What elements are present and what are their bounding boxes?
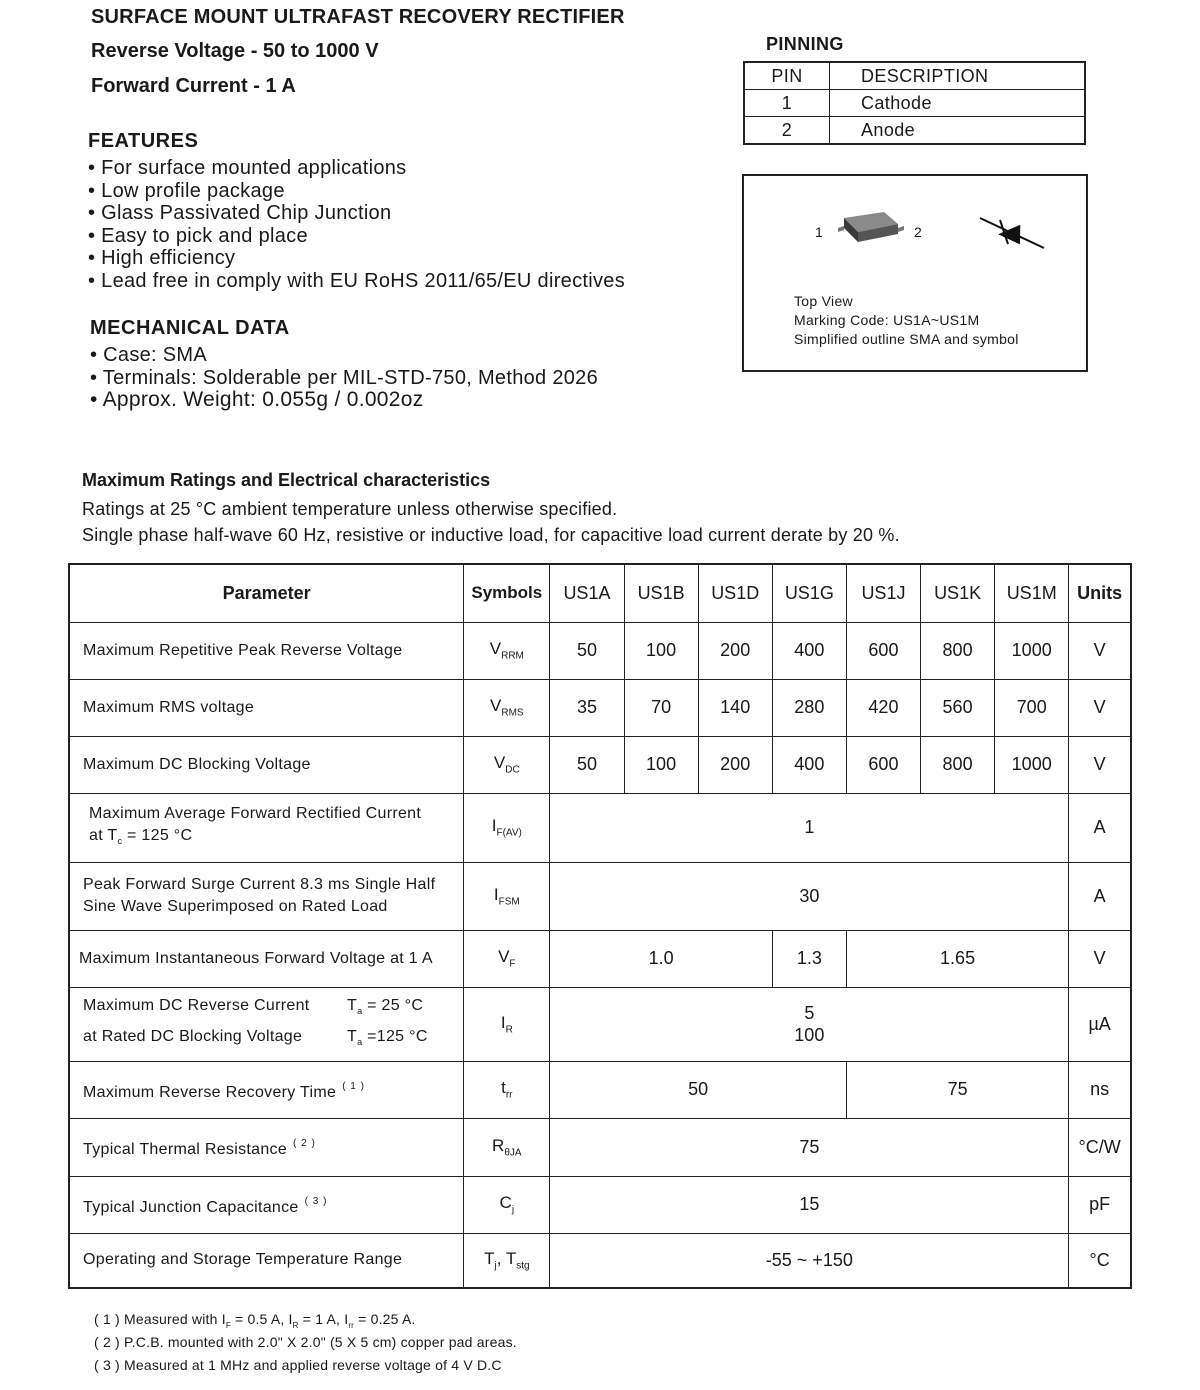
table-row bbox=[744, 90, 1085, 117]
param-name: Operating and Storage Temperature Range bbox=[69, 1233, 464, 1288]
model-header: US1J bbox=[846, 564, 920, 622]
package-pin2-label: 2 bbox=[914, 224, 922, 240]
cell-value: 140 bbox=[698, 679, 772, 736]
param-name: Maximum Reverse Recovery Time $^{( 1 )}$ bbox=[69, 1061, 464, 1118]
param-symbol: $R_{\theta JA}$ bbox=[464, 1118, 550, 1176]
table-row bbox=[69, 679, 1131, 736]
list-item: • Low profile package bbox=[88, 179, 285, 202]
param-name: Maximum Average Forward Rectified Current at $T_c = 125$ °C bbox=[69, 793, 464, 862]
table-row bbox=[69, 1061, 1131, 1118]
unit-value: °C bbox=[1069, 1233, 1131, 1288]
unit-value: V bbox=[1069, 679, 1131, 736]
sma-package-icon bbox=[836, 208, 906, 248]
list-item: • Easy to pick and place bbox=[88, 224, 308, 247]
cell-value: 560 bbox=[921, 679, 995, 736]
mechanical-heading: MECHANICAL DATA bbox=[90, 317, 290, 339]
pin-header: PIN bbox=[744, 62, 830, 90]
param-name: Maximum DC Reverse Current $T_a = 25$ °C at Rated DC Blocking Voltage $T_a =125$ °C bbox=[69, 987, 464, 1061]
ratings-note-1: Ratings at 25 °C ambient temperature unless otherwise specified. bbox=[82, 499, 618, 519]
cell-value: -55 ~ +150 bbox=[550, 1233, 1069, 1288]
unit-value: µA bbox=[1069, 987, 1131, 1061]
footnote-2: ( 2 ) P.C.B. mounted with 2.0" X 2.0" (5 X 5 cm) copper pad areas. bbox=[94, 1334, 517, 1350]
cell-value: 70 bbox=[624, 679, 698, 736]
pinning-heading: PINNING bbox=[766, 34, 844, 54]
list-item: • Approx. Weight: 0.055g / 0.002oz bbox=[90, 388, 424, 412]
cell-value: 1 bbox=[550, 793, 1069, 862]
pinning-table bbox=[743, 61, 1086, 145]
param-name: Typical Thermal Resistance $^{( 2 )}$ bbox=[69, 1118, 464, 1176]
cell-value: 100 bbox=[624, 736, 698, 793]
cell-value: 1.3 bbox=[772, 930, 846, 987]
cell-value: 700 bbox=[995, 679, 1069, 736]
cell-value: 75 bbox=[550, 1118, 1069, 1176]
pin-description: Cathode bbox=[830, 90, 1086, 117]
param-symbol: $V_{RMS}$ bbox=[464, 679, 550, 736]
list-item: • High efficiency bbox=[88, 247, 236, 270]
table-row bbox=[69, 987, 1131, 1061]
cell-value: 5 100 bbox=[550, 987, 1069, 1061]
unit-value: pF bbox=[1069, 1176, 1131, 1233]
cell-value: 15 bbox=[550, 1176, 1069, 1233]
cell-value: 30 bbox=[550, 862, 1069, 930]
table-row bbox=[69, 930, 1131, 987]
list-item: • Case: SMA bbox=[90, 344, 208, 366]
cell-value: 200 bbox=[698, 736, 772, 793]
cell-value: 600 bbox=[846, 736, 920, 793]
pin-number: 1 bbox=[744, 90, 830, 117]
param-name: Peak Forward Surge Current 8.3 ms Single Half Sine Wave Superimposed on Rated Load bbox=[69, 862, 464, 930]
unit-value: °C/W bbox=[1069, 1118, 1131, 1176]
forward-current-spec: Forward Current - 1 A bbox=[91, 75, 296, 97]
top-view-label: Top View bbox=[794, 293, 853, 309]
param-name: Maximum Repetitive Peak Reverse Voltage bbox=[69, 622, 464, 679]
symbols-header: Symbols bbox=[464, 564, 550, 622]
table-row bbox=[744, 62, 1085, 90]
unit-value: ns bbox=[1069, 1061, 1131, 1118]
features-heading: FEATURES bbox=[88, 130, 199, 152]
param-symbol: $I_{F(AV)}$ bbox=[464, 793, 550, 862]
cell-value: 200 bbox=[698, 622, 772, 679]
table-row bbox=[69, 1233, 1131, 1288]
pin-description: Anode bbox=[830, 117, 1086, 145]
table-row bbox=[69, 736, 1131, 793]
param-symbol: $T_j$, $T_{stg}$ bbox=[464, 1233, 550, 1288]
param-symbol: $I_R$ bbox=[464, 987, 550, 1061]
cell-value: 800 bbox=[921, 736, 995, 793]
param-symbol: $V_{DC}$ bbox=[464, 736, 550, 793]
cell-value: 400 bbox=[772, 622, 846, 679]
footnote-1: ( 1 ) Measured with $I_F = 0.5$ A, $I_R = 1$ A, $I_{rr} = 0.25$ A. bbox=[94, 1311, 416, 1330]
table-header-row bbox=[69, 564, 1131, 622]
table-row bbox=[69, 862, 1131, 930]
diode-symbol-icon bbox=[978, 214, 1048, 254]
cell-value: 800 bbox=[921, 622, 995, 679]
model-header: US1D bbox=[698, 564, 772, 622]
cell-value: 1000 bbox=[995, 622, 1069, 679]
table-row bbox=[69, 1118, 1131, 1176]
list-item: • Terminals: Solderable per MIL-STD-750, Method 2026 bbox=[90, 366, 599, 389]
marking-code-label: Marking Code: US1A~US1M bbox=[794, 312, 980, 328]
list-item: • Glass Passivated Chip Junction bbox=[88, 202, 392, 225]
list-item: • For surface mounted applications bbox=[88, 157, 407, 179]
cell-value: 50 bbox=[550, 622, 624, 679]
ratings-table bbox=[68, 563, 1132, 1289]
model-header: US1B bbox=[624, 564, 698, 622]
package-caption bbox=[794, 292, 1019, 349]
cell-value: 400 bbox=[772, 736, 846, 793]
outline-description: Simplified outline SMA and symbol bbox=[794, 331, 1019, 347]
unit-value: V bbox=[1069, 736, 1131, 793]
mechanical-list bbox=[90, 344, 598, 412]
package-outline-box bbox=[742, 174, 1088, 372]
param-symbol: $V_F$ bbox=[464, 930, 550, 987]
model-header: US1G bbox=[772, 564, 846, 622]
param-symbol: $C_j$ bbox=[464, 1176, 550, 1233]
table-row bbox=[69, 793, 1131, 862]
cell-value: 600 bbox=[846, 622, 920, 679]
features-list bbox=[88, 157, 625, 293]
cell-value: 1.0 bbox=[550, 930, 772, 987]
cell-value: 420 bbox=[846, 679, 920, 736]
model-header: US1K bbox=[921, 564, 995, 622]
param-name: Maximum RMS voltage bbox=[69, 679, 464, 736]
cell-value: 1000 bbox=[995, 736, 1069, 793]
unit-value: A bbox=[1069, 793, 1131, 862]
reverse-voltage-spec: Reverse Voltage - 50 to 1000 V bbox=[91, 40, 379, 62]
param-name: Typical Junction Capacitance $^{( 3 )}$ bbox=[69, 1176, 464, 1233]
param-symbol: $t_{rr}$ bbox=[464, 1061, 550, 1118]
mechanical-section bbox=[90, 317, 598, 412]
cell-value: 280 bbox=[772, 679, 846, 736]
param-name: Maximum Instantaneous Forward Voltage at 1 A bbox=[69, 930, 464, 987]
pin-number: 2 bbox=[744, 117, 830, 145]
ratings-note-2: Single phase half-wave 60 Hz, resistive or inductive load, for capacitive load current derate by 20 %. bbox=[82, 525, 900, 545]
param-symbol: $V_{RRM}$ bbox=[464, 622, 550, 679]
param-name: Maximum DC Blocking Voltage bbox=[69, 736, 464, 793]
cell-value: 100 bbox=[624, 622, 698, 679]
model-header: US1A bbox=[550, 564, 624, 622]
package-pin1-label: 1 bbox=[815, 224, 823, 240]
description-header: DESCRIPTION bbox=[830, 62, 1086, 90]
unit-value: V bbox=[1069, 622, 1131, 679]
units-header: Units bbox=[1069, 564, 1131, 622]
table-row bbox=[69, 1176, 1131, 1233]
features-section bbox=[88, 130, 625, 293]
footnote-3: ( 3 ) Measured at 1 MHz and applied reverse voltage of 4 V D.C bbox=[94, 1357, 502, 1373]
cell-value: 50 bbox=[550, 736, 624, 793]
table-row bbox=[69, 622, 1131, 679]
unit-value: A bbox=[1069, 862, 1131, 930]
unit-value: V bbox=[1069, 930, 1131, 987]
list-item: • Lead free in comply with EU RoHS 2011/65/EU directives bbox=[88, 269, 626, 292]
ratings-heading: Maximum Ratings and Electrical characteristics bbox=[82, 470, 491, 490]
cell-value: 35 bbox=[550, 679, 624, 736]
parameter-header: Parameter bbox=[69, 564, 464, 622]
param-symbol: $I_{FSM}$ bbox=[464, 862, 550, 930]
cell-value: 50 bbox=[550, 1061, 847, 1118]
document-title: SURFACE MOUNT ULTRAFAST RECOVERY RECTIFIER bbox=[91, 6, 625, 28]
model-header: US1M bbox=[995, 564, 1069, 622]
cell-value: 1.65 bbox=[846, 930, 1068, 987]
table-row bbox=[744, 117, 1085, 145]
cell-value: 75 bbox=[846, 1061, 1068, 1118]
